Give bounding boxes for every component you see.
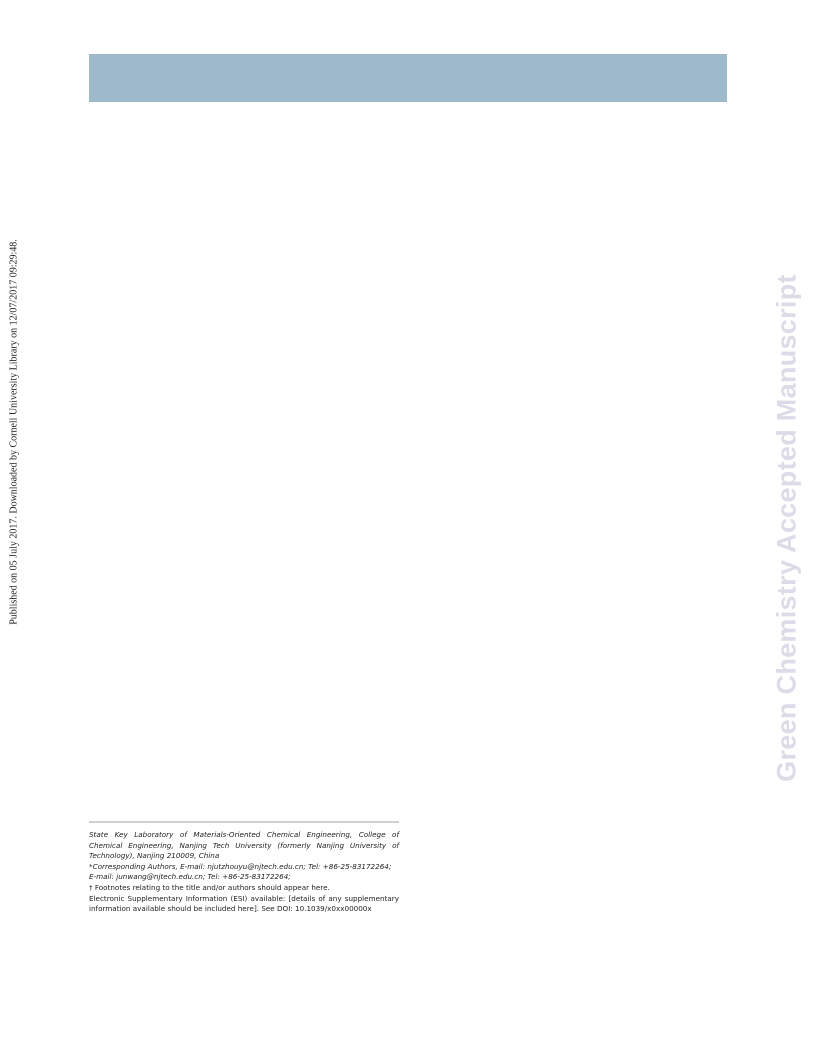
esi-note: Electronic Supplementary Information (ESI) available: [details of any supplementary information available should be included here]. See DOI: 10.1039/x0xx00000x [89, 893, 399, 914]
header-band [89, 54, 727, 102]
watermark-text: Green Chemistry Accepted Manuscript [771, 274, 802, 782]
footnote-divider [89, 821, 399, 823]
dagger-footnote: † Footnotes relating to the title and/or authors should appear here. [89, 882, 330, 892]
affiliation-note: State Key Laboratory of Materials-Oriented Chemical Engineering, College of Chemical Engineering, Nanjing Tech University (formerly Nanjing University of Technology), Nanjing 210009, China [89, 830, 399, 861]
footnotes [89, 830, 399, 915]
corresponding-author-note: *Corresponding Authors, E-mail: njutzhouyu@njtech.edu.cn; Tel: +86-25-83172264; [89, 861, 392, 871]
second-email-note: E-mail: junwang@njtech.edu.cn; Tel: +86-25-83172264; [89, 872, 291, 882]
publication-side-note-text: Published on 05 July 2017. Downloaded by Cornell University Library on 12/07/2017 09:29:48. [8, 239, 20, 625]
